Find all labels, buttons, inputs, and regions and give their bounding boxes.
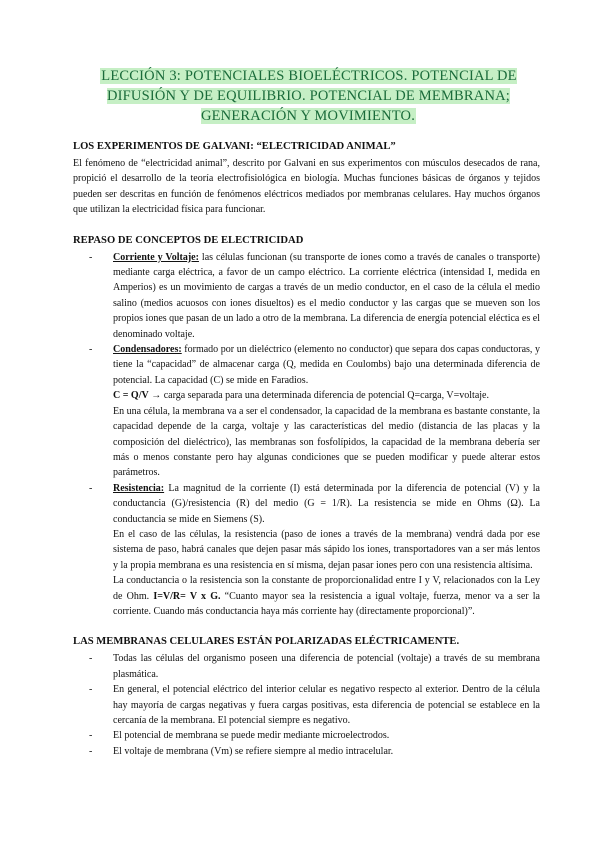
membranas-list — [73, 651, 540, 759]
membranas-heading: LAS MEMBRANAS CELULARES ESTÁN POLARIZADAS ELÉCTRICAMENTE. — [73, 636, 460, 648]
text-condensadores: formado por un dieléctrico (elemento no conductor) que separa dos capas conductoras, y tiene la “capacidad” de almacenar carga (Q, medida en Coulombs) bajo una determinada diferencia de potencial. La capacidad (C) se mide en Faradios. — [113, 344, 540, 386]
list-item — [113, 728, 540, 743]
formula-capacidad-text: → carga separada para una determinada diferencia de potencial Q=carga, V=voltaje. — [148, 390, 489, 402]
lesson-title-text: LECCIÓN 3: POTENCIALES BIOELÉCTRICOS. POTENCIAL DE DIFUSIÓN Y DE EQUILIBRIO. POTENCIAL DE MEMBRANA; GENERACIÓN Y MOVIMIENTO. — [101, 68, 517, 124]
list-item — [113, 744, 540, 759]
galvani-heading: LOS EXPERIMENTOS DE GALVANI: “ELECTRICIDAD ANIMAL” — [73, 141, 396, 152]
list-item-corriente — [113, 250, 540, 342]
list-item-text: - Todas las células del organismo poseen una diferencia de potencial (voltaje) a través de su membrana plasmática. — [113, 653, 540, 680]
list-item-text: - En general, el potencial eléctrico del interior celular es negativo respecto al exterior. Dentro de la célula hay mayoría de cargas negativas y fuera cargas positivas, esta diferencia de potencial se establece en la cercanía de la membrana. El potencial siempre es negativo. — [113, 684, 540, 726]
repaso-list — [73, 250, 540, 620]
repaso-heading: REPASO DE CONCEPTOS DE ELECTRICIDAD — [73, 234, 304, 246]
text-resistencia: La magnitud de la corriente (I) está determinada por la diferencia de potencial (V) y la conductancia (G)/resistencia (R) del medio (G = 1/R). La resistencia se mide en Ohms (Ω). La conductancia se mide en Siemens (S). — [113, 482, 540, 525]
list-item-text: - El potencial de membrana se puede medir mediante microelectrodos. — [113, 730, 390, 742]
text-ohm-quote: “Cuanto mayor sea la resistencia a igual voltaje, fuerza, menor va a ser la corriente. Cuando más conductancia haya más corriente hay (directamente proporcional)”. — [113, 590, 540, 617]
formula-ohm: I=V/R= V x G. — [153, 590, 221, 602]
list-item — [113, 682, 540, 728]
list-item — [113, 651, 540, 682]
text-ohm-intro: La conductancia o la resistencia son la constante de proporcionalidad entre I y V, relacionados con la Ley de Ohm. — [113, 575, 540, 602]
term-condensadores: Condensadores: — [113, 344, 182, 356]
paragraph-condensador-celula: En una célula, la membrana va a ser el condensador, la capacidad de la membrana es bastante constante, la capacidad depende de la carga, voltaje y las características del medio (distancia de las placas y la composición del dieléctrico), las membranas son fosfolípidos, la capacidad de la membrana debería ser más o menos constante pero hay algunas condiciones que se pueden modificar y puede alterar estos parámetros. — [113, 405, 540, 479]
paragraph-resistencia-celula: En el caso de las células, la resistencia (paso de iones a través de la membrana) vendrá dada por ese sistema de paso, habrá canales que dejen pasar más sápido los iones, transportadores van a ser más lentos y la propia membrana es una resistencia en sí misma, dejan pasar iones pero con una resistencia altísima. — [113, 528, 540, 571]
term-corriente: Corriente y Voltaje: — [113, 251, 199, 263]
lesson-title — [73, 66, 540, 126]
galvani-paragraph: El fenómeno de “electricidad animal”, descrito por Galvani en sus experimentos con músculos desecados de rana, propició el desarrollo de la teoría electrofisiológica en biología. Muchas funciones básicas de órganos y tejidos pueden ser descritas en función de fenómenos eléctricos mediados por membranas celulares. Hay muchos órganos que utilizan la electricidad física para funcionar. — [73, 158, 540, 216]
list-item-condensadores — [113, 342, 540, 481]
list-item-text: - El voltaje de membrana (Vm) se refiere siempre al medio intracelular. — [113, 745, 394, 757]
list-item-resistencia — [113, 481, 540, 620]
text-corriente: las células funcionan (su transporte de iones como a través de canales o transporte) mediante carga eléctrica, a favor de un campo eléctrico. La corriente eléctrica (intensidad I, medida en Amperios) es un movimiento de cargas a través de un medio conductor, en el caso de la célula el medio salino (medios acuosos con iones disueltos) es el medio conductor y las cargas que se mueven son los propios iones que pasan de un lado a otro de la membrana. La diferencia de energía potencial eléctica es el denominado voltaje. — [113, 251, 540, 340]
term-resistencia: Resistencia: — [113, 482, 165, 494]
formula-capacidad: C = Q/V — [113, 390, 149, 402]
